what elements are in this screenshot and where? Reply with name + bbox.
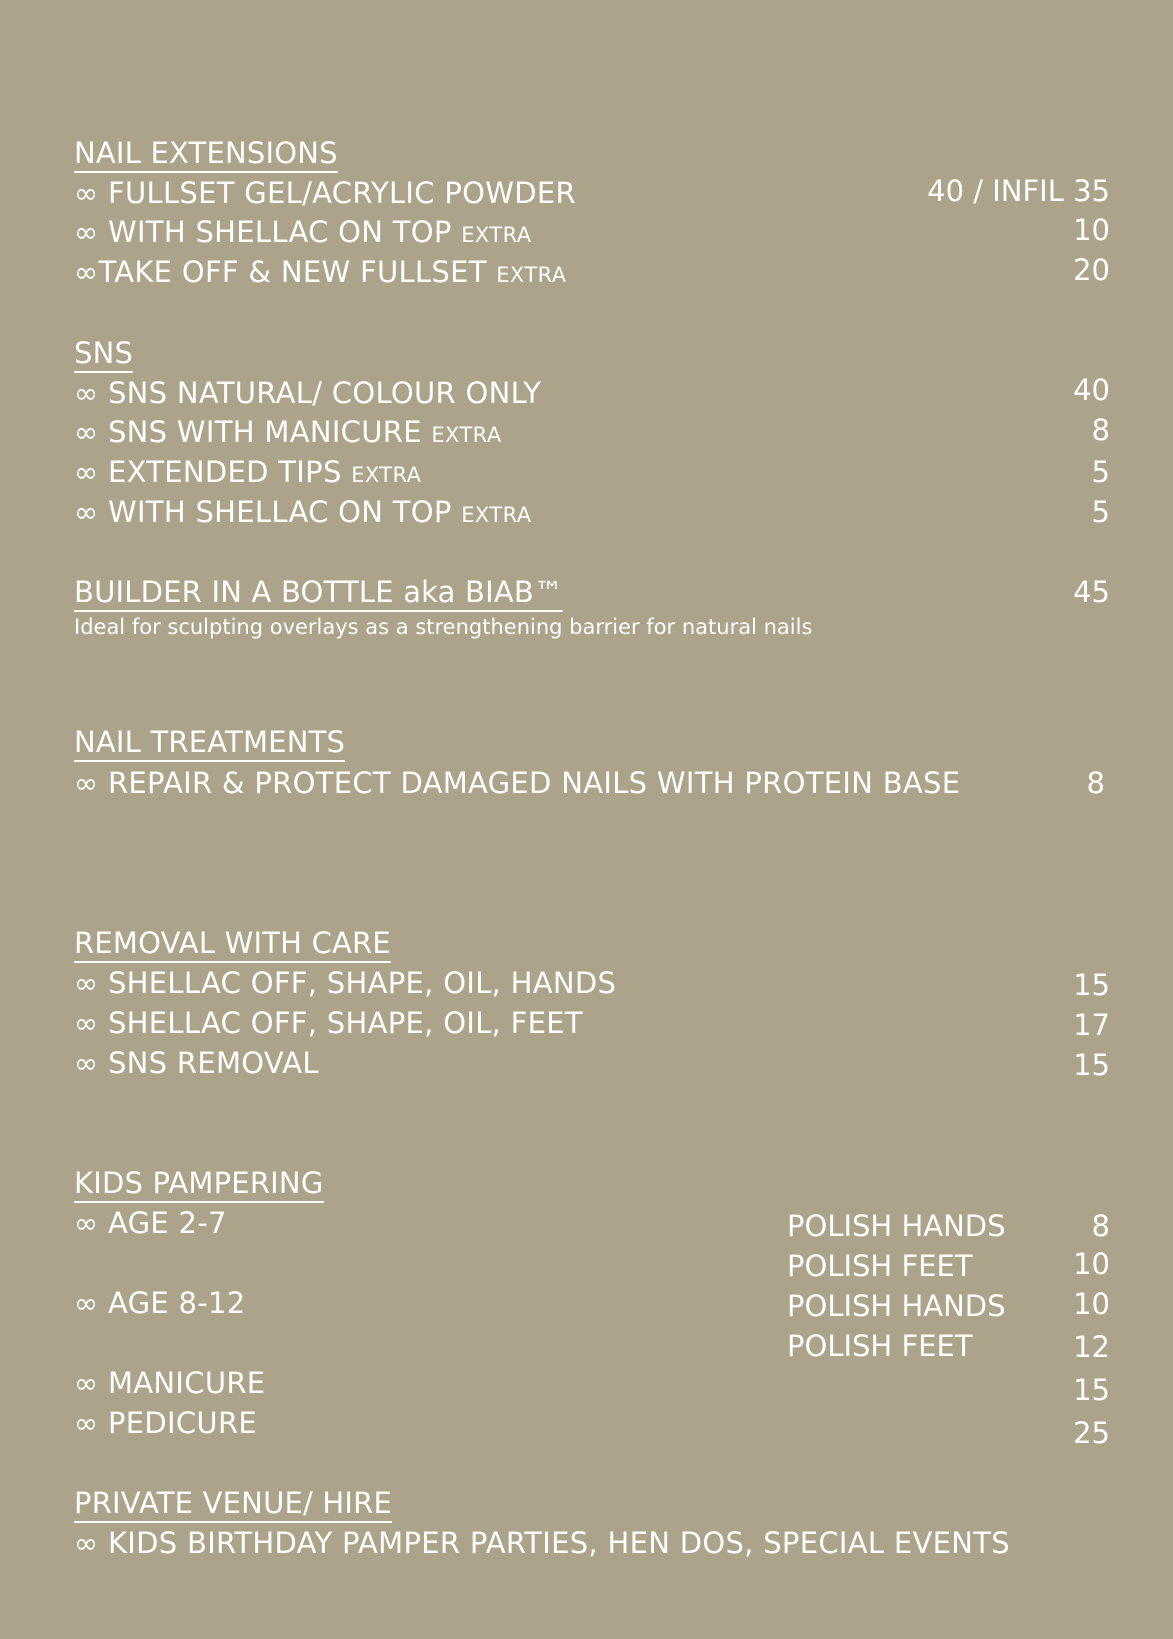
kids-option-label: POLISH HANDS: [787, 1289, 1006, 1323]
service-price: 25: [1073, 1416, 1110, 1450]
service-label: ∞ SNS NATURAL/ COLOUR ONLY: [74, 376, 542, 410]
service-label: ∞ SHELLAC OFF, SHAPE, OIL, HANDS: [74, 966, 617, 1000]
service-item: [74, 414, 502, 453]
service-item: [74, 375, 541, 411]
service-price: 8: [1086, 766, 1105, 800]
service-item: [74, 1045, 319, 1081]
extra-tag: EXTRA: [496, 263, 567, 287]
service-note: Ideal for sculpting overlays as a strengthening barrier for natural nails: [74, 615, 813, 639]
extra-tag: EXTRA: [461, 223, 532, 247]
section-heading-removal: REMOVAL WITH CARE: [74, 925, 391, 963]
service-label: ∞ WITH SHELLAC ON TOP: [74, 215, 452, 249]
service-item: [74, 1365, 265, 1401]
service-item: [74, 1405, 257, 1441]
service-item: [74, 1005, 583, 1041]
service-label: ∞ MANICURE: [74, 1366, 266, 1400]
kids-option-label: POLISH FEET: [787, 1249, 973, 1283]
age-group: ∞ AGE 2-7: [74, 1206, 227, 1240]
service-label: ∞ REPAIR & PROTECT DAMAGED NAILS WITH PROTEIN BASE: [74, 766, 961, 800]
service-price: 45: [1073, 575, 1110, 609]
service-price: 40: [1073, 373, 1110, 407]
section-heading-biab: BUILDER IN A BOTTLE aka BIAB™: [74, 574, 563, 612]
service-label: ∞ SNS WITH MANICURE: [74, 415, 422, 449]
service-price: 40 / INFIL 35: [927, 174, 1110, 208]
service-price: 10: [1073, 213, 1110, 247]
service-label: ∞ EXTENDED TIPS: [74, 455, 342, 489]
service-item: [74, 175, 576, 211]
service-item: [74, 214, 532, 253]
service-item: [74, 1525, 1010, 1561]
section-heading-nail-treatments: NAIL TREATMENTS: [74, 724, 345, 762]
extra-tag: EXTRA: [431, 423, 502, 447]
age-group: ∞ AGE 8-12: [74, 1286, 246, 1320]
service-price: 8: [1091, 413, 1110, 447]
service-price: 5: [1091, 495, 1110, 529]
kids-option-label: POLISH FEET: [787, 1329, 973, 1363]
service-label: ∞ WITH SHELLAC ON TOP: [74, 495, 452, 529]
service-price: 15: [1073, 968, 1110, 1002]
section-heading-sns: SNS: [74, 335, 133, 373]
extra-tag: EXTRA: [461, 503, 532, 527]
extra-tag: EXTRA: [351, 463, 422, 487]
service-price: 17: [1073, 1008, 1110, 1042]
service-price: 10: [1073, 1287, 1110, 1321]
service-price: 5: [1091, 455, 1110, 489]
service-label: ∞ PEDICURE: [74, 1406, 258, 1440]
service-price: 8: [1091, 1209, 1110, 1243]
service-item: [74, 254, 567, 293]
service-item: [74, 765, 960, 801]
service-price: 15: [1073, 1048, 1110, 1082]
service-label: ∞ KIDS BIRTHDAY PAMPER PARTIES, HEN DOS, SPECIAL EVENTS: [74, 1526, 1010, 1560]
service-item: [74, 965, 616, 1001]
section-heading-private-venue: PRIVATE VENUE/ HIRE: [74, 1485, 392, 1523]
service-item: [74, 494, 532, 533]
kids-option-label: POLISH HANDS: [787, 1209, 1006, 1243]
service-label: ∞ SNS REMOVAL: [74, 1046, 319, 1080]
service-label: ∞TAKE OFF & NEW FULLSET: [74, 255, 487, 289]
service-price: 20: [1073, 253, 1110, 287]
section-heading-nail-extensions: NAIL EXTENSIONS: [74, 135, 338, 173]
section-heading-kids: KIDS PAMPERING: [74, 1165, 324, 1203]
service-price: 12: [1073, 1330, 1110, 1364]
service-price: 10: [1073, 1247, 1110, 1281]
service-label: ∞ FULLSET GEL/ACRYLIC POWDER: [74, 176, 576, 210]
service-label: ∞ SHELLAC OFF, SHAPE, OIL, FEET: [74, 1006, 583, 1040]
service-price: 15: [1073, 1373, 1110, 1407]
service-item: [74, 454, 421, 493]
